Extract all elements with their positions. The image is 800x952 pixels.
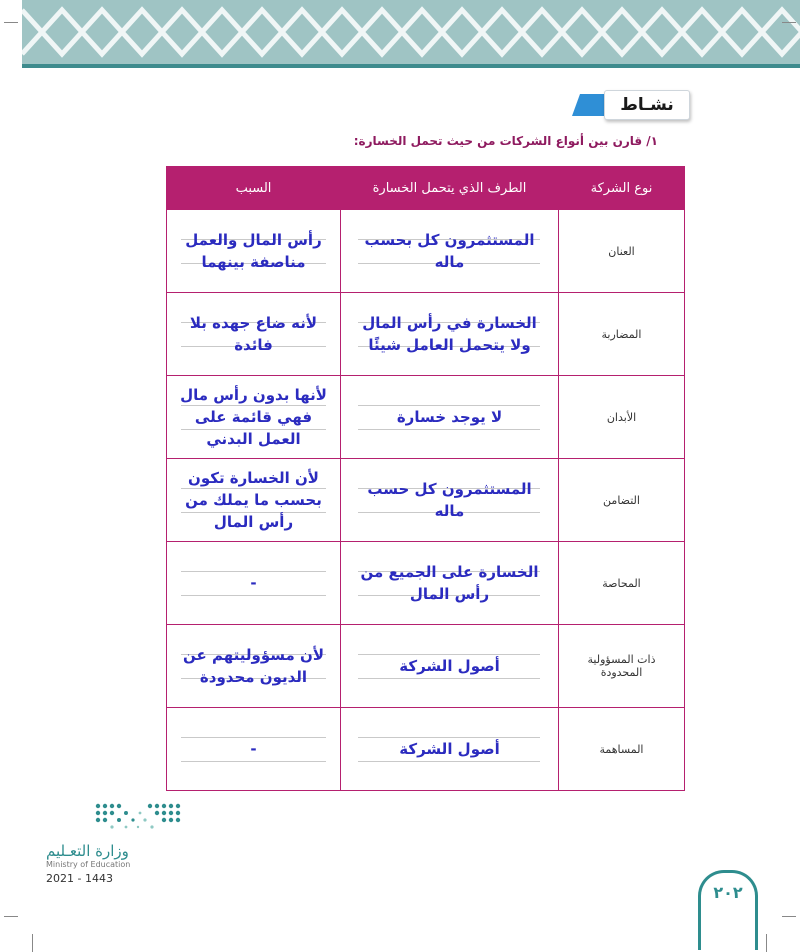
table-row <box>167 708 685 791</box>
activity-heading <box>572 88 690 122</box>
table-row <box>167 625 685 708</box>
crop-mark <box>782 916 796 917</box>
company-type: الأبدان <box>559 376 685 459</box>
table-row <box>167 542 685 625</box>
reason-answer: لأنها بدون رأس مال فهي قائمة على العمل البدني <box>167 376 341 459</box>
ministry-year: 2021 - 1443 <box>46 872 113 885</box>
table-header-row <box>167 167 685 210</box>
crop-mark <box>4 916 18 917</box>
reason-answer: لأن مسؤوليتهم عن الديون محدودة <box>167 625 341 708</box>
page-number: ٢٠٢ <box>698 870 758 950</box>
company-type: المساهمة <box>559 708 685 791</box>
loss-bearer-answer: أصول الشركة <box>341 625 559 708</box>
table-row <box>167 459 685 542</box>
banner-underline <box>22 64 800 68</box>
company-type: المحاصة <box>559 542 685 625</box>
loss-bearer-answer: المستثمرون كل بحسب ماله <box>341 210 559 293</box>
column-header: السبب <box>167 167 341 210</box>
reason-answer: رأس المال والعمل مناصفة بينهما <box>167 210 341 293</box>
loss-bearer-answer: الخسارة على الجميع من رأس المال <box>341 542 559 625</box>
company-type: التضامن <box>559 459 685 542</box>
reason-answer: - <box>167 708 341 791</box>
ministry-name-english: Ministry of Education <box>46 860 131 869</box>
column-header: الطرف الذي يتحمل الخسارة <box>341 167 559 210</box>
crop-mark <box>766 934 767 952</box>
reason-answer: لأن الخسارة تكون بحسب ما يملك من رأس المال <box>167 459 341 542</box>
loss-bearer-answer: لا يوجد خسارة <box>341 376 559 459</box>
crop-mark <box>4 22 18 23</box>
table-row <box>167 293 685 376</box>
table-row <box>167 376 685 459</box>
header-banner <box>22 0 800 64</box>
table-row <box>167 210 685 293</box>
crop-mark <box>782 22 796 23</box>
reason-answer: - <box>167 542 341 625</box>
company-type: العنان <box>559 210 685 293</box>
ministry-name-arabic: وزارة التعـليم <box>46 842 129 860</box>
loss-bearer-answer: أصول الشركة <box>341 708 559 791</box>
reason-answer: لأنه ضاع جهده بلا فائدة <box>167 293 341 376</box>
company-type: المضاربة <box>559 293 685 376</box>
loss-comparison-table <box>166 166 685 791</box>
crop-mark <box>32 934 33 952</box>
loss-bearer-answer: الخسارة في رأس المال ولا يتحمل العامل شيئًا <box>341 293 559 376</box>
ministry-logo-icon <box>90 800 186 834</box>
loss-bearer-answer: المستثمرون كل حسب ماله <box>341 459 559 542</box>
activity-label: نشـاط <box>604 90 690 120</box>
column-header: نوع الشركة <box>559 167 685 210</box>
instruction-text: ١/ قارن بين أنواع الشركات من حيث تحمل الخسارة: <box>353 134 658 148</box>
company-type: ذات المسؤولية المحدودة <box>559 625 685 708</box>
banner-pattern <box>22 0 800 64</box>
